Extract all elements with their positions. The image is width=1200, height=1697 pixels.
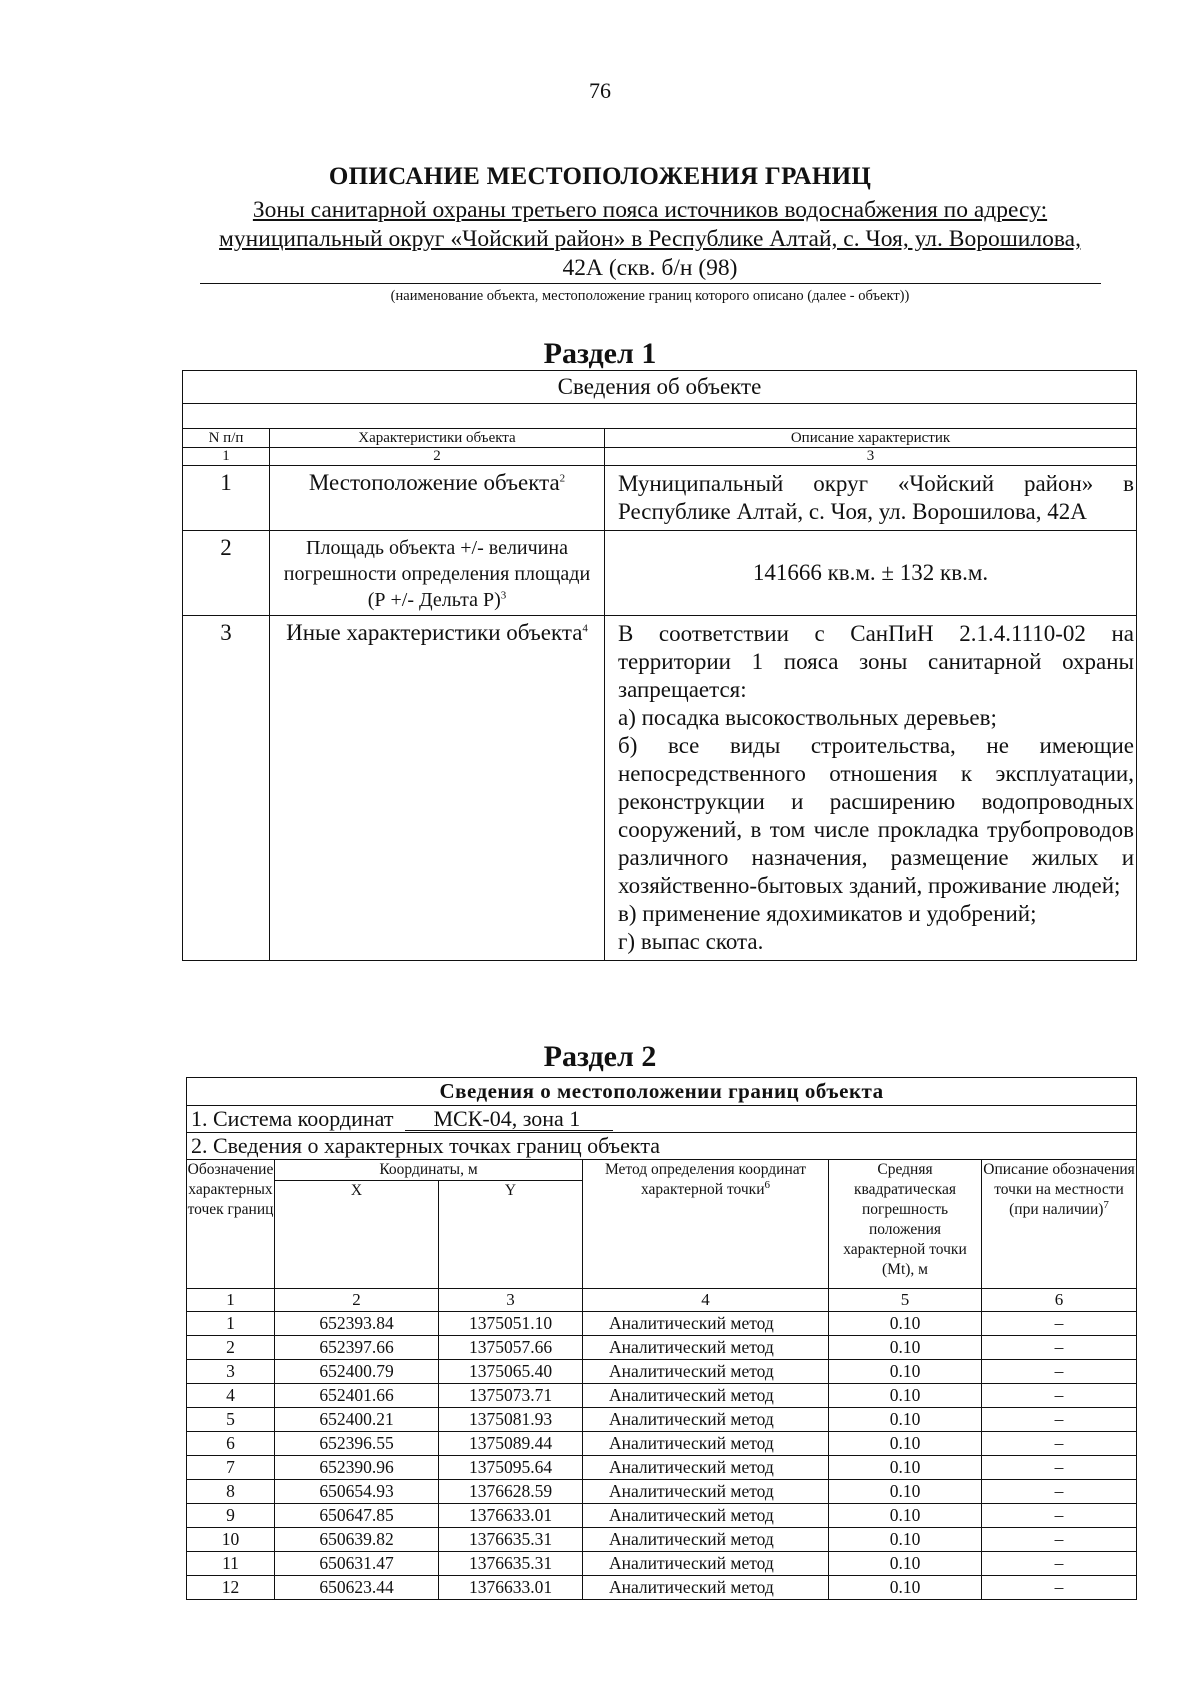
col-number: 5 [829, 1289, 982, 1312]
footnote-mark: 4 [582, 622, 588, 635]
row-number: 1 [183, 466, 270, 531]
header-accuracy: Средняя квадратическая погрешность положения характерной точки (Mt), м [829, 1160, 982, 1289]
header-method [583, 1160, 829, 1289]
point-mt: 0.10 [829, 1432, 982, 1456]
point-y: 1375095.64 [439, 1456, 583, 1480]
point-x: 650654.93 [275, 1480, 439, 1504]
point-method: Аналитический метод [583, 1360, 829, 1384]
section-2-heading: Раздел 2 [543, 1040, 657, 1073]
point-mt: 0.10 [829, 1504, 982, 1528]
characteristic-text: Местоположение объекта [308, 470, 560, 495]
description-paragraph: В соответствии с СанПиН 2.1.4.1110-02 на территории 1 пояса зоны санитарной охраны запрещается: [618, 621, 1134, 702]
footnote-mark: 6 [764, 1178, 771, 1191]
row-number: 3 [183, 616, 270, 961]
point-mt: 0.10 [829, 1336, 982, 1360]
subtitle-rule [200, 283, 1101, 284]
col-number: 3 [439, 1289, 583, 1312]
description-text: Описание обозначения точки на местности (при наличии) [983, 1161, 1135, 1218]
points-body [187, 1312, 1137, 1600]
point-x: 650623.44 [275, 1576, 439, 1600]
table-row [187, 1408, 1137, 1432]
point-x: 652397.66 [275, 1336, 439, 1360]
point-mt: 0.10 [829, 1408, 982, 1432]
object-subtitle [200, 196, 1100, 283]
header-coordinates: Координаты, м [275, 1160, 583, 1181]
point-method: Аналитический метод [583, 1504, 829, 1528]
point-y: 1376633.01 [439, 1576, 583, 1600]
footnote-mark: 2 [559, 472, 566, 485]
point-desc: – [982, 1384, 1137, 1408]
table-row [187, 1336, 1137, 1360]
header-point-description [982, 1160, 1137, 1289]
point-desc: – [982, 1408, 1137, 1432]
point-id: 6 [187, 1432, 275, 1456]
table-row [187, 1528, 1137, 1552]
point-desc: – [982, 1552, 1137, 1576]
col-number: 1 [187, 1289, 275, 1312]
point-method: Аналитический метод [583, 1576, 829, 1600]
point-y: 1376628.59 [439, 1480, 583, 1504]
description-paragraph: в) применение ядохимикатов и удобрений; [618, 901, 1037, 926]
row-characteristic [270, 616, 605, 961]
point-id: 3 [187, 1360, 275, 1384]
point-id: 1 [187, 1312, 275, 1336]
header-x: X [275, 1181, 439, 1289]
table-row [187, 1552, 1137, 1576]
description-paragraph: б) все виды строительства, не имеющие непосредственного отношения к эксплуатации, реконструкции и расширению водопроводных сооружений, в том числе прокладка трубопроводов различного назначения, размещение жилых и хозяйственно-бытовых зданий, проживание людей; [618, 733, 1134, 898]
point-x: 650631.47 [275, 1552, 439, 1576]
row-description: 141666 кв.м. ± 132 кв.м. [605, 531, 1137, 616]
point-method: Аналитический метод [583, 1408, 829, 1432]
subtitle-line-1: Зоны санитарной охраны третьего пояса источников водоснабжения по адресу: [252, 197, 1048, 223]
point-method: Аналитический метод [583, 1384, 829, 1408]
subtitle-line-2: муниципальный округ «Чойский район» в Республике Алтай, с. Чоя, ул. Ворошилова, [219, 226, 1081, 252]
table-row [183, 466, 1137, 531]
point-id: 7 [187, 1456, 275, 1480]
point-desc: – [982, 1528, 1137, 1552]
point-x: 652400.79 [275, 1360, 439, 1384]
table-row [187, 1504, 1137, 1528]
point-desc: – [982, 1432, 1137, 1456]
point-y: 1376635.31 [439, 1552, 583, 1576]
header-num: N п/п [183, 429, 270, 448]
point-desc: – [982, 1480, 1137, 1504]
point-x: 650639.82 [275, 1528, 439, 1552]
point-id: 4 [187, 1384, 275, 1408]
point-id: 11 [187, 1552, 275, 1576]
coord-system-value: МСК-04, зона 1 [405, 1108, 613, 1131]
row-number: 2 [183, 531, 270, 616]
col-number: 2 [275, 1289, 439, 1312]
point-mt: 0.10 [829, 1552, 982, 1576]
point-mt: 0.10 [829, 1576, 982, 1600]
col-number: 6 [982, 1289, 1137, 1312]
point-y: 1375051.10 [439, 1312, 583, 1336]
point-desc: – [982, 1336, 1137, 1360]
row-characteristic [270, 531, 605, 616]
table-row [183, 531, 1137, 616]
point-method: Аналитический метод [583, 1336, 829, 1360]
point-mt: 0.10 [829, 1384, 982, 1408]
point-x: 652390.96 [275, 1456, 439, 1480]
section-1-caption: Сведения об объекте [183, 371, 1137, 404]
description-paragraph: а) посадка высокоствольных деревьев; [618, 705, 997, 730]
col-number: 2 [270, 448, 605, 466]
subtitle-line-3: 42А (скв. б/н (98) [562, 255, 738, 281]
point-method: Аналитический метод [583, 1480, 829, 1504]
header-designation: Обозначение характерных точек границ [187, 1160, 275, 1289]
point-id: 9 [187, 1504, 275, 1528]
section-1-heading: Раздел 1 [543, 337, 657, 370]
point-y: 1376635.31 [439, 1528, 583, 1552]
point-method: Аналитический метод [583, 1552, 829, 1576]
table-row [187, 1480, 1137, 1504]
section-1-table [182, 370, 1137, 961]
point-y: 1375065.40 [439, 1360, 583, 1384]
section-2-table [186, 1077, 1137, 1600]
point-y: 1375057.66 [439, 1336, 583, 1360]
coordinate-system-row [187, 1106, 1137, 1133]
points-label: 2. Сведения о характерных точках границ объекта [187, 1133, 1137, 1160]
point-mt: 0.10 [829, 1456, 982, 1480]
point-id: 12 [187, 1576, 275, 1600]
point-x: 652400.21 [275, 1408, 439, 1432]
point-mt: 0.10 [829, 1312, 982, 1336]
footnote-mark: 3 [500, 589, 507, 602]
point-method: Аналитический метод [583, 1456, 829, 1480]
subtitle-note: (наименование объекта, местоположение границ которого описано (далее - объект)) [390, 288, 910, 304]
point-x: 652396.55 [275, 1432, 439, 1456]
table-row [187, 1576, 1137, 1600]
method-text: Метод определения координат характерной точки [604, 1161, 807, 1198]
point-y: 1375081.93 [439, 1408, 583, 1432]
point-id: 2 [187, 1336, 275, 1360]
row-characteristic [270, 466, 605, 531]
table-row [187, 1360, 1137, 1384]
col-number: 3 [605, 448, 1137, 466]
point-id: 5 [187, 1408, 275, 1432]
point-mt: 0.10 [829, 1480, 982, 1504]
characteristic-text: Площадь объекта +/- величина погрешности определения площади (Р +/- Дельта Р) [283, 537, 591, 611]
blank-row [183, 404, 1137, 429]
table-row [183, 616, 1137, 961]
point-x: 652393.84 [275, 1312, 439, 1336]
header-y: Y [439, 1181, 583, 1289]
header-description: Описание характеристик [605, 429, 1137, 448]
header-characteristic: Характеристики объекта [270, 429, 605, 448]
table-row [187, 1432, 1137, 1456]
point-y: 1375073.71 [439, 1384, 583, 1408]
point-method: Аналитический метод [583, 1312, 829, 1336]
point-mt: 0.10 [829, 1528, 982, 1552]
col-number: 4 [583, 1289, 829, 1312]
table-row [187, 1384, 1137, 1408]
point-desc: – [982, 1504, 1137, 1528]
point-method: Аналитический метод [583, 1528, 829, 1552]
row-description [605, 616, 1137, 961]
point-desc: – [982, 1456, 1137, 1480]
point-id: 10 [187, 1528, 275, 1552]
point-desc: – [982, 1360, 1137, 1384]
point-y: 1375089.44 [439, 1432, 583, 1456]
footnote-mark: 7 [1103, 1198, 1109, 1211]
point-mt: 0.10 [829, 1360, 982, 1384]
coord-system-label: 1. Система координат [191, 1106, 394, 1131]
point-method: Аналитический метод [583, 1432, 829, 1456]
point-id: 8 [187, 1480, 275, 1504]
point-y: 1376633.01 [439, 1504, 583, 1528]
page-number: 76 [589, 78, 611, 103]
characteristic-text: Иные характеристики объекта [286, 620, 583, 645]
col-number: 1 [183, 448, 270, 466]
point-x: 650647.85 [275, 1504, 439, 1528]
row-description: Муниципальный округ «Чойский район» в Республике Алтай, с. Чоя, ул. Ворошилова, 42А [605, 466, 1137, 531]
document-title: ОПИСАНИЕ МЕСТОПОЛОЖЕНИЯ ГРАНИЦ [328, 163, 872, 190]
point-desc: – [982, 1576, 1137, 1600]
table-row [187, 1312, 1137, 1336]
description-paragraph: г) выпас скота. [618, 929, 764, 954]
point-desc: – [982, 1312, 1137, 1336]
section-2-caption: Сведения о местоположении границ объекта [187, 1078, 1137, 1106]
table-row [187, 1456, 1137, 1480]
point-x: 652401.66 [275, 1384, 439, 1408]
